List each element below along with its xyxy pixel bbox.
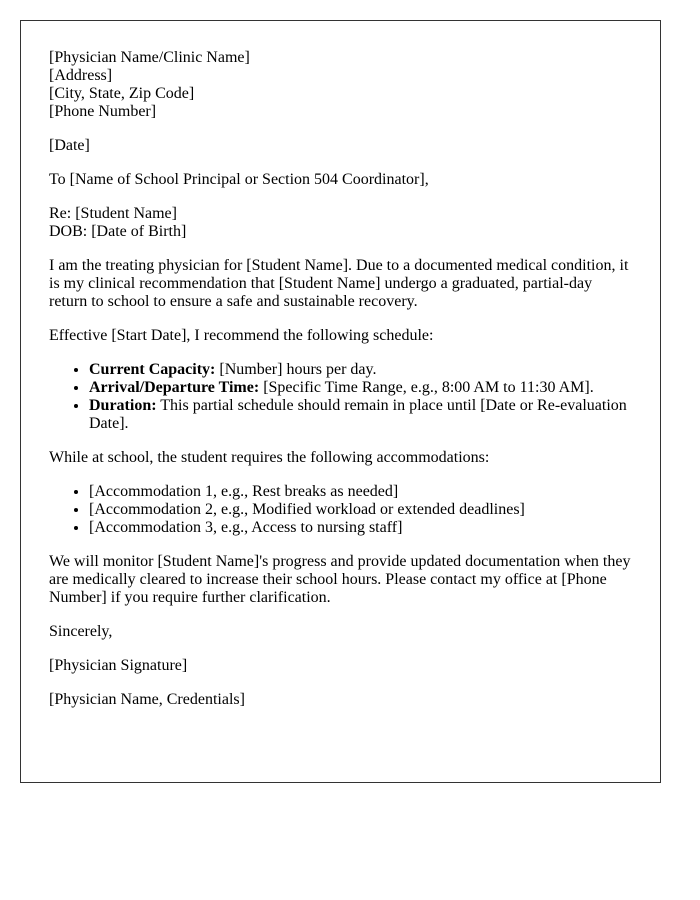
accommodation-item: • [Accommodation 1, e.g., Rest breaks as needed] [89,483,632,501]
schedule-text: This partial schedule should remain in place until [Date or Re-evaluation Date]. [89,397,627,432]
schedule-text: [Number] hours per day. [215,361,377,378]
accommodation-item: • [Accommodation 3, e.g., Access to nursing staff] [89,519,632,537]
signature: [Physician Signature] [49,657,188,674]
sender-name: [Physician Name/Clinic Name] [49,49,250,66]
intro-paragraph: I am the treating physician for [Student Name]. Due to a documented medical condition, it is my clinical recommendation that [Student Name] undergo a graduated, partial-day return to school to ensure a safe and sustainable recovery. [49,257,629,310]
schedule-label: Arrival/Departure Time: [89,379,260,396]
schedule-item [89,361,632,379]
schedule-text: [Specific Time Range, e.g., 8:00 AM to 11:30 AM]. [259,379,594,396]
salutation: To [Name of School Principal or Section 504 Coordinator], [49,171,429,188]
schedule-list [49,361,632,433]
schedule-item [89,397,632,433]
accommodations-intro: While at school, the student requires the following accommodations: [49,449,490,466]
letter-page [20,20,661,783]
re-student: Re: [Student Name] [49,205,177,222]
schedule-intro: Effective [Start Date], I recommend the following schedule: [49,327,434,344]
closing-paragraph: We will monitor [Student Name]'s progress and provide updated documentation when they are medically cleared to increase their school hours. Please contact my office at [Phone Number] if you require further clarification. [49,553,631,606]
closing: Sincerely, [49,623,113,640]
letter-date: [Date] [49,137,90,154]
sender-address: [Address] [49,67,113,84]
re-block [49,205,632,241]
sender-city: [City, State, Zip Code] [49,85,195,102]
schedule-label: Duration: [89,397,157,414]
schedule-item [89,379,632,397]
signer-name: [Physician Name, Credentials] [49,691,245,708]
accommodations-list [49,483,632,537]
sender-phone: [Phone Number] [49,103,157,120]
schedule-label: Current Capacity: [89,361,216,378]
re-dob: DOB: [Date of Birth] [49,223,187,240]
accommodation-item: • [Accommodation 2, e.g., Modified workload or extended deadlines] [89,501,632,519]
sender-block [49,49,632,121]
